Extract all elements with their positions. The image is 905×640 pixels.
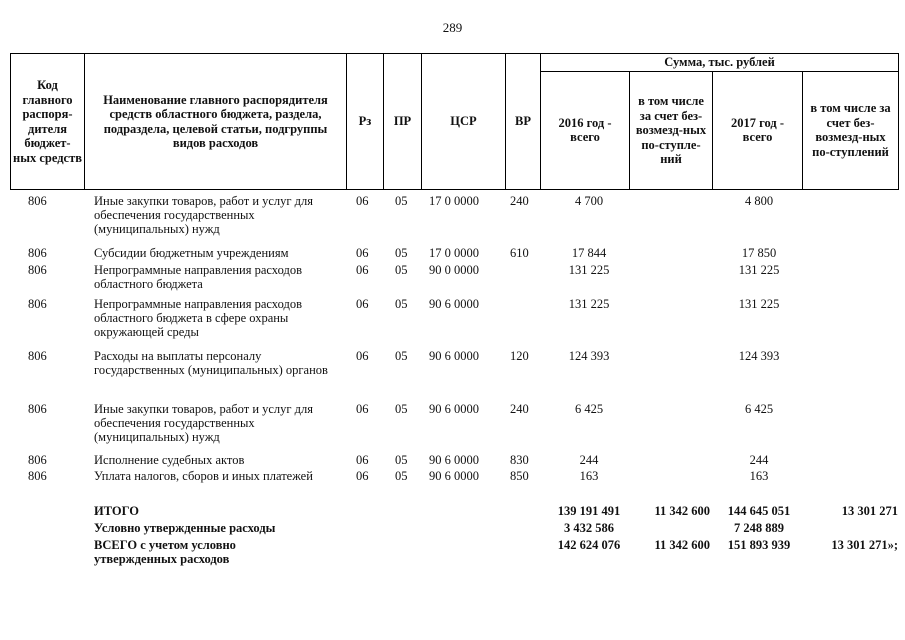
- cell-vr: 610: [510, 246, 529, 260]
- cell-rz: 06: [356, 194, 369, 208]
- cell-rz: 06: [356, 246, 369, 260]
- cell-vr: 120: [510, 349, 529, 363]
- header-rz: Рз: [347, 54, 384, 190]
- cell-vr: 830: [510, 453, 529, 467]
- header-sum-group: Сумма, тыс. рублей: [541, 54, 899, 72]
- conditional-label: Условно утвержденные расходы: [94, 521, 276, 535]
- cell-csr: 90 0 0000: [429, 263, 479, 277]
- cell-pr: 05: [395, 469, 408, 483]
- cell-name: Иные закупки товаров, работ и услуг для обеспечения государственных (муниципальных) нужд: [94, 402, 314, 444]
- cell-vr: 240: [510, 402, 529, 416]
- grand-total-label: ВСЕГО с учетом условно утвержденных расходов: [94, 538, 236, 566]
- cell-sum-2017: 17 850: [741, 246, 777, 260]
- cell-csr: 90 6 0000: [429, 453, 479, 467]
- header-gratuitous-2016: в том числе за счет без-возмезд-ных по-ступле-ний: [630, 71, 713, 190]
- cell-pr: 05: [395, 349, 408, 363]
- cell-csr: 90 6 0000: [429, 402, 479, 416]
- cell-name: Иные закупки товаров, работ и услуг для обеспечения государственных (муниципальных) нужд: [94, 194, 314, 236]
- cell-sum-2016: 17 844: [571, 246, 607, 260]
- cell-sum-2017: 131 225: [738, 297, 780, 311]
- cell-name: Непрограммные направления расходов областного бюджета в сфере охраны окружающей среды: [94, 297, 302, 339]
- cell-sum-2016: 124 393: [568, 349, 610, 363]
- cell-code: 806: [28, 263, 47, 277]
- conditional-sum-2017: 7 248 889: [734, 521, 784, 535]
- cell-rz: 06: [356, 453, 369, 467]
- header-gratuitous-2017: в том числе за счет без-возмезд-ных по-ступлений: [803, 71, 899, 190]
- cell-sum-2016: 6 425: [574, 402, 604, 416]
- grand-total-sum-2017: 151 893 939: [727, 538, 791, 552]
- cell-pr: 05: [395, 297, 408, 311]
- cell-pr: 05: [395, 194, 408, 208]
- cell-vr: 240: [510, 194, 529, 208]
- cell-sum-2017: 6 425: [744, 402, 774, 416]
- cell-vr: 850: [510, 469, 529, 483]
- cell-sum-2017: 131 225: [738, 263, 780, 277]
- cell-sum-2016: 163: [579, 469, 599, 483]
- total-gratuitous-2016: 11 342 600: [654, 504, 710, 518]
- table-header: [10, 53, 899, 190]
- cell-sum-2017: 244: [749, 453, 769, 467]
- cell-name: Исполнение судебных актов: [94, 453, 245, 467]
- total-sum-2017: 144 645 051: [727, 504, 791, 518]
- cell-code: 806: [28, 453, 47, 467]
- grand-total-sum-2016: 142 624 076: [557, 538, 621, 552]
- cell-pr: 05: [395, 246, 408, 260]
- header-name: Наименование главного распорядителя средств областного бюджета, раздела, подраздела, целевой статьи, подгруппы видов расходов: [85, 54, 347, 190]
- conditional-sum-2016: 3 432 586: [564, 521, 614, 535]
- cell-sum-2017: 163: [749, 469, 769, 483]
- total-sum-2016: 139 191 491: [557, 504, 621, 518]
- page-number: 289: [442, 20, 463, 35]
- cell-rz: 06: [356, 402, 369, 416]
- cell-code: 806: [28, 469, 47, 483]
- cell-csr: 90 6 0000: [429, 469, 479, 483]
- header-csr: ЦСР: [422, 54, 506, 190]
- cell-sum-2016: 131 225: [568, 297, 610, 311]
- cell-sum-2016: 131 225: [568, 263, 610, 277]
- cell-code: 806: [28, 297, 47, 311]
- total-label: ИТОГО: [94, 504, 139, 518]
- cell-csr: 17 0 0000: [429, 246, 479, 260]
- cell-pr: 05: [395, 453, 408, 467]
- header-total-2016: 2016 год - всего: [541, 71, 630, 190]
- cell-sum-2017: 124 393: [738, 349, 780, 363]
- cell-pr: 05: [395, 263, 408, 277]
- cell-name: Субсидии бюджетным учреждениям: [94, 246, 289, 260]
- cell-rz: 06: [356, 469, 369, 483]
- grand-total-gratuitous-2017: 13 301 271»;: [831, 538, 898, 552]
- cell-sum-2017: 4 800: [744, 194, 774, 208]
- cell-rz: 06: [356, 297, 369, 311]
- cell-sum-2016: 244: [579, 453, 599, 467]
- cell-csr: 90 6 0000: [429, 349, 479, 363]
- header-total-2017: 2017 год - всего: [713, 71, 803, 190]
- header-pr: ПР: [384, 54, 422, 190]
- header-code: Код главного распоря-дителя бюджет-ных средств: [11, 54, 85, 190]
- cell-pr: 05: [395, 402, 408, 416]
- total-gratuitous-2017: 13 301 271: [841, 504, 898, 518]
- grand-total-gratuitous-2016: 11 342 600: [654, 538, 710, 552]
- cell-csr: 90 6 0000: [429, 297, 479, 311]
- cell-code: 806: [28, 349, 47, 363]
- cell-code: 806: [28, 246, 47, 260]
- cell-sum-2016: 4 700: [574, 194, 604, 208]
- cell-name: Уплата налогов, сборов и иных платежей: [94, 469, 313, 483]
- cell-csr: 17 0 0000: [429, 194, 479, 208]
- cell-rz: 06: [356, 349, 369, 363]
- cell-code: 806: [28, 194, 47, 208]
- cell-code: 806: [28, 402, 47, 416]
- header-vr: ВР: [506, 54, 541, 190]
- cell-rz: 06: [356, 263, 369, 277]
- cell-name: Непрограммные направления расходов областного бюджета: [94, 263, 302, 291]
- cell-name: Расходы на выплаты персоналу государственных (муниципальных) органов: [94, 349, 328, 377]
